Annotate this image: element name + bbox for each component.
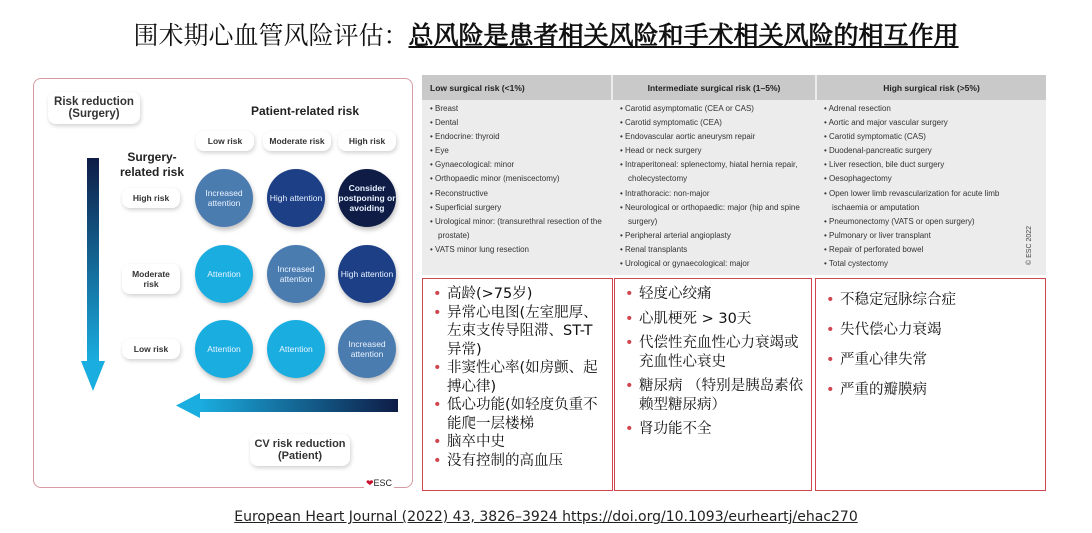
list-item: • Pneumonectomy (VATS or open surgery) [824, 215, 1029, 229]
list-item: • Carotid asymptomatic (CEA or CAS) [620, 102, 812, 116]
list-item: • 异常心电图(左室肥厚、左束支传导阻滞、ST-T异常) [429, 304, 606, 360]
list-item: • Total cystectomy [824, 257, 1029, 271]
label-line: CV risk reduction [254, 438, 346, 450]
cell-high-high: Consider postponing or avoiding [338, 169, 396, 227]
title-plain: 围术期心血管风险评估： [133, 21, 409, 50]
list-item: • 失代偿心力衰竭 [822, 315, 1039, 345]
list-item: • VATS minor lung resection [430, 243, 610, 257]
list-item: • 脑卒中史 [429, 433, 606, 452]
list-item: • 代偿性充血性心力衰竭或充血性心衰史 [621, 334, 805, 371]
copyright: © ESC 2022 [1026, 225, 1033, 265]
patient-related-risk-label: Patient-related risk [250, 104, 360, 118]
low-risk-list [430, 102, 610, 257]
label-line: (Surgery) [68, 108, 120, 120]
list-item: • Liver resection, bile duct surgery [824, 158, 1029, 172]
cell-high-moderate: High attention [267, 169, 325, 227]
title-bold: 总风险是患者相关风险和手术相关风险的相互作用 [408, 21, 959, 50]
row-high-risk: High risk [122, 188, 180, 208]
cell-low-moderate: Attention [267, 320, 325, 378]
esc-logo [364, 478, 394, 489]
list-item: • Carotid symptomatic (CEA) [620, 116, 812, 130]
cell-moderate-moderate: Increased attention [267, 245, 325, 303]
list-item: • Dental [430, 116, 610, 130]
list-item: • 不稳定冠脉综合症 [822, 285, 1039, 315]
list-item: • Neurological or orthopaedic: major (hip and spine surgery) [620, 201, 812, 229]
list-item: • Intraperitoneal: splenectomy, hiatal hernia repair, cholecystectomy [620, 158, 812, 186]
slide-title [0, 16, 1092, 52]
label-line: related risk [119, 165, 185, 179]
list-item: • 轻度心绞痛 [621, 285, 805, 304]
list-item: • Adrenal resection [824, 102, 1029, 116]
surgery-related-risk-label [112, 150, 192, 180]
list-item: • 心肌梗死 > 30天 [621, 310, 805, 329]
list-item: • Pulmonary or liver transplant [824, 229, 1029, 243]
header-high: High surgical risk (>5%) [817, 75, 1046, 100]
label-line: Risk reduction [54, 96, 134, 108]
list-item: • Carotid symptomatic (CAS) [824, 130, 1029, 144]
list-item: • Oesophagectomy [824, 172, 1029, 186]
list-item: • 非窦性心率(如房颤、起搏心律) [429, 359, 606, 396]
list-item: • 低心功能(如轻度负重不能爬一层楼梯 [429, 396, 606, 433]
row-low-risk: Low risk [122, 339, 180, 359]
cv-risk-reduction-label [250, 434, 350, 466]
heart-icon: ❤ [366, 478, 374, 488]
list-item: • 糖尿病 （特别是胰岛素依赖型糖尿病） [621, 377, 805, 414]
risk-reduction-surgery-label [48, 92, 140, 124]
list-item: • 高龄(>75岁) [429, 285, 606, 304]
list-item: • Superficial surgery [430, 201, 610, 215]
list-item: • Orthopaedic minor (meniscectomy) [430, 172, 610, 186]
esc-logo-text: ESC [373, 478, 393, 488]
cell-low-low: Attention [195, 320, 253, 378]
citation-link[interactable]: European Heart Journal (2022) 43, 3826–3924 https://doi.org/10.1093/eurheartj/ehac270 [234, 509, 858, 525]
list-item: • 严重的瓣膜病 [822, 375, 1039, 405]
list-item: • Breast [430, 102, 610, 116]
low-factors-box [422, 278, 613, 491]
list-item: • Intrathoracic: non-major [620, 187, 812, 201]
list-item: • Urological or gynaecological: major [620, 257, 812, 271]
list-item: • Aortic and major vascular surgery [824, 116, 1029, 130]
list-item: • Peripheral arterial angioplasty [620, 229, 812, 243]
label-line: (Patient) [278, 450, 322, 462]
list-item: • Eye [430, 144, 610, 158]
list-item: • Gynaecological: minor [430, 158, 610, 172]
list-item: • 没有控制的高血压 [429, 452, 606, 471]
cell-high-low: Increased attention [195, 169, 253, 227]
list-item: • Renal transplants [620, 243, 812, 257]
cell-moderate-low: Attention [195, 245, 253, 303]
column-moderate-risk: Moderate risk [263, 131, 331, 151]
list-item: • Endovascular aortic aneurysm repair [620, 130, 812, 144]
list-item: • 严重心律失常 [822, 345, 1039, 375]
cell-low-high: Increased attention [338, 320, 396, 378]
intermediate-risk-list [620, 102, 812, 271]
high-factors-box [815, 278, 1046, 491]
surgery-risk-arrow-icon [80, 155, 106, 395]
list-item: • Open lower limb revascularization for acute limb ischaemia or amputation [824, 187, 1029, 215]
cv-risk-arrow-icon [176, 393, 400, 419]
row-moderate-risk: Moderate risk [122, 264, 180, 294]
column-low-risk: Low risk [196, 131, 254, 151]
list-item: • Reconstructive [430, 187, 610, 201]
high-risk-list [824, 102, 1029, 271]
header-intermediate: Intermediate surgical risk (1–5%) [613, 75, 815, 100]
list-item: • Urological minor: (transurethral resection of the prostate) [430, 215, 610, 243]
intermediate-factors-box [614, 278, 812, 491]
header-low: Low surgical risk (<1%) [422, 75, 611, 100]
list-item: • Duodenal-pancreatic surgery [824, 144, 1029, 158]
list-item: • Endocrine: thyroid [430, 130, 610, 144]
column-high-risk: High risk [338, 131, 396, 151]
cell-moderate-high: High attention [338, 245, 396, 303]
list-item: • 肾功能不全 [621, 420, 805, 439]
list-item: • Head or neck surgery [620, 144, 812, 158]
list-item: • Repair of perforated bowel [824, 243, 1029, 257]
label-line: Surgery- [127, 150, 177, 164]
surgical-risk-table [422, 75, 1046, 275]
